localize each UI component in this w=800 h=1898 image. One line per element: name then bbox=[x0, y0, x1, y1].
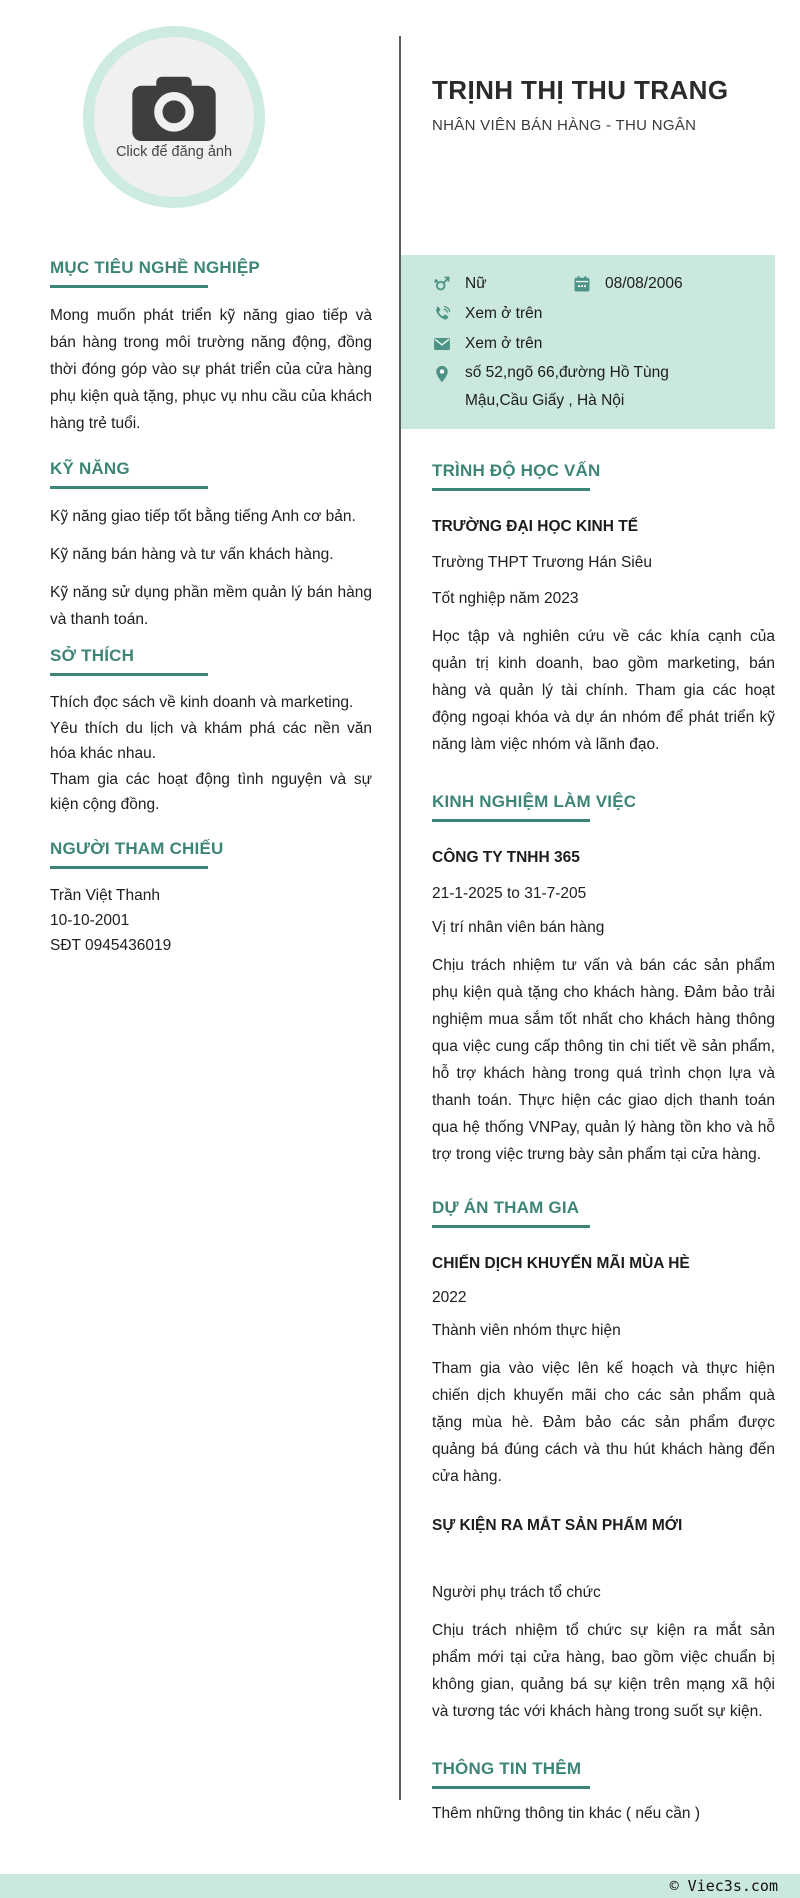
project-name: CHIẾN DỊCH KHUYẾN MÃI MÙA HÈ bbox=[432, 1255, 690, 1272]
hobby-item: Yêu thích du lịch và khám phá các nền văn hóa khác nhau. bbox=[50, 720, 372, 762]
info-row-address bbox=[432, 359, 759, 415]
experience-company: CÔNG TY TNHH 365 bbox=[432, 849, 580, 866]
references-title: NGƯỜI THAM CHIẾU bbox=[50, 839, 372, 869]
gender-value: Nữ bbox=[465, 275, 487, 292]
project-date: 2022 bbox=[432, 1289, 467, 1306]
skill-item: Kỹ năng bán hàng và tư vấn khách hàng. bbox=[50, 546, 334, 563]
gender-icon bbox=[432, 274, 452, 294]
dob-value: 08/08/2006 bbox=[605, 275, 683, 292]
experience-position: Vị trí nhân viên bán hàng bbox=[432, 919, 605, 936]
info-phone bbox=[432, 299, 542, 329]
personal-info-box bbox=[401, 255, 775, 429]
skill-item: Kỹ năng sử dụng phần mềm quản lý bán hàng và thanh toán. bbox=[50, 584, 372, 628]
skill-item: Kỹ năng giao tiếp tốt bằng tiếng Anh cơ bản. bbox=[50, 508, 356, 525]
project-desc: Tham gia vào việc lên kế hoạch và thực hiện chiến dịch khuyến mãi cho các sản phẩm quà tặng mùa hè. Đảm bảo các sản phẩm được quảng bá đúng cách và thu hút khách hàng đến cửa hàng. bbox=[432, 1360, 775, 1485]
section-experience bbox=[401, 792, 775, 1168]
photo-upload-label: Click để đăng ảnh bbox=[115, 143, 233, 160]
address-value: số 52,ngõ 66,đường Hồ Tùng Mậu,Cầu Giấy , Hà Nội bbox=[465, 364, 669, 409]
right-column bbox=[401, 0, 775, 1825]
project-date bbox=[432, 1550, 775, 1570]
section-skills bbox=[50, 459, 372, 633]
experience-desc: Chịu trách nhiệm tư vấn và bán các sản phẩm phụ kiện quà tặng cho khách hàng. Đảm bảo trải nghiệm mua sắm tốt nhất cho khách hàng thông qua việc cung cấp thông tin chi tiết về sản phẩm, hỗ trợ khách hàng trong quá trình chọn lựa và thanh toán. Thực hiện các giao dịch thanh toán qua hệ thống VNPay, quản lý hàng tồn kho và hỗ trợ trong việc trưng bày sản phẩm tại cửa hàng. bbox=[432, 957, 775, 1163]
objective-title: MỤC TIÊU NGHỀ NGHIỆP bbox=[50, 258, 372, 288]
candidate-name: TRỊNH THỊ THU TRANG bbox=[432, 75, 729, 105]
project-desc: Chịu trách nhiệm tổ chức sự kiện ra mắt sản phẩm mới tại cửa hàng, bao gồm việc chuẩn bị không gian, quảng bá sự kiện trên mạng xã hội và tương tác với khách hàng trong suốt sự kiện. bbox=[432, 1622, 775, 1720]
section-projects bbox=[401, 1198, 775, 1725]
section-more-info bbox=[401, 1759, 775, 1825]
info-email bbox=[432, 329, 542, 359]
phone-value: Xem ở trên bbox=[465, 305, 543, 322]
email-value: Xem ở trên bbox=[465, 335, 543, 352]
footer-copyright: © Viec3s.com bbox=[0, 1874, 800, 1898]
hobbies-list bbox=[50, 690, 372, 817]
candidate-job-title: NHÂN VIÊN BÁN HÀNG - THU NGÂN bbox=[432, 117, 697, 134]
project-name: SỰ KIỆN RA MẮT SẢN PHẨM MỚI bbox=[432, 1517, 683, 1534]
education-school: TRƯỜNG ĐẠI HỌC KINH TẾ bbox=[432, 518, 639, 535]
hobby-item: Tham gia các hoạt động tình nguyện và sự kiện cộng đồng. bbox=[50, 771, 372, 813]
left-column bbox=[50, 26, 372, 958]
photo-placeholder bbox=[94, 37, 254, 197]
photo-upload-button[interactable] bbox=[83, 26, 265, 208]
education-title: TRÌNH ĐỘ HỌC VẤN bbox=[432, 461, 775, 491]
camera-icon bbox=[131, 75, 217, 141]
references-list bbox=[50, 883, 372, 958]
info-address bbox=[432, 359, 677, 415]
section-references bbox=[50, 839, 372, 958]
section-objective bbox=[50, 258, 372, 437]
info-gender bbox=[432, 269, 572, 299]
experience-period: 21-1-2025 to 31-7-205 bbox=[432, 885, 587, 902]
skills-list bbox=[50, 503, 372, 633]
project-item bbox=[432, 1254, 775, 1490]
info-dob bbox=[572, 269, 683, 299]
info-row-gender-dob bbox=[432, 269, 759, 299]
education-graduation: Tốt nghiệp năm 2023 bbox=[432, 590, 579, 607]
project-role: Thành viên nhóm thực hiện bbox=[432, 1322, 621, 1339]
project-role: Người phụ trách tổ chức bbox=[432, 1584, 601, 1601]
section-hobbies bbox=[50, 646, 372, 817]
more-info-body: Thêm những thông tin khác ( nếu cần ) bbox=[432, 1805, 701, 1822]
calendar-icon bbox=[572, 274, 592, 294]
project-item bbox=[432, 1516, 775, 1725]
experience-title: KINH NGHIỆM LÀM VIỆC bbox=[432, 792, 775, 822]
skills-title: KỸ NĂNG bbox=[50, 459, 372, 489]
info-row-email bbox=[432, 329, 759, 359]
reference-name: Trần Việt Thanh bbox=[50, 887, 161, 904]
projects-title: DỰ ÁN THAM GIA bbox=[432, 1198, 775, 1228]
reference-date: 10-10-2001 bbox=[50, 912, 130, 929]
objective-body: Mong muốn phát triển kỹ năng giao tiếp và bán hàng trong môi trường năng động, đồng thời đóng góp vào sự phát triển của cửa hàng phụ kiện quà tặng, phục vụ nhu cầu của khách hàng trẻ tuổi. bbox=[50, 307, 372, 432]
section-education bbox=[401, 461, 775, 758]
location-pin-icon bbox=[432, 364, 452, 384]
reference-phone: SĐT 0945436019 bbox=[50, 937, 172, 954]
hobbies-title: SỞ THÍCH bbox=[50, 646, 372, 676]
info-row-phone bbox=[432, 299, 759, 329]
mail-icon bbox=[432, 334, 452, 354]
phone-icon bbox=[432, 304, 452, 324]
more-info-title: THÔNG TIN THÊM bbox=[432, 1759, 775, 1789]
education-desc: Học tập và nghiên cứu về các khía cạnh của quản trị kinh doanh, bao gồm marketing, bán hàng và quản lý tài chính. Tham gia các hoạt động ngoại khóa và dự án nhóm để phát triển kỹ năng làm việc nhóm và lãnh đạo. bbox=[432, 628, 775, 753]
education-sub-school: Trường THPT Trương Hán Siêu bbox=[432, 554, 652, 571]
hobby-item: Thích đọc sách về kinh doanh và marketing. bbox=[50, 694, 354, 711]
